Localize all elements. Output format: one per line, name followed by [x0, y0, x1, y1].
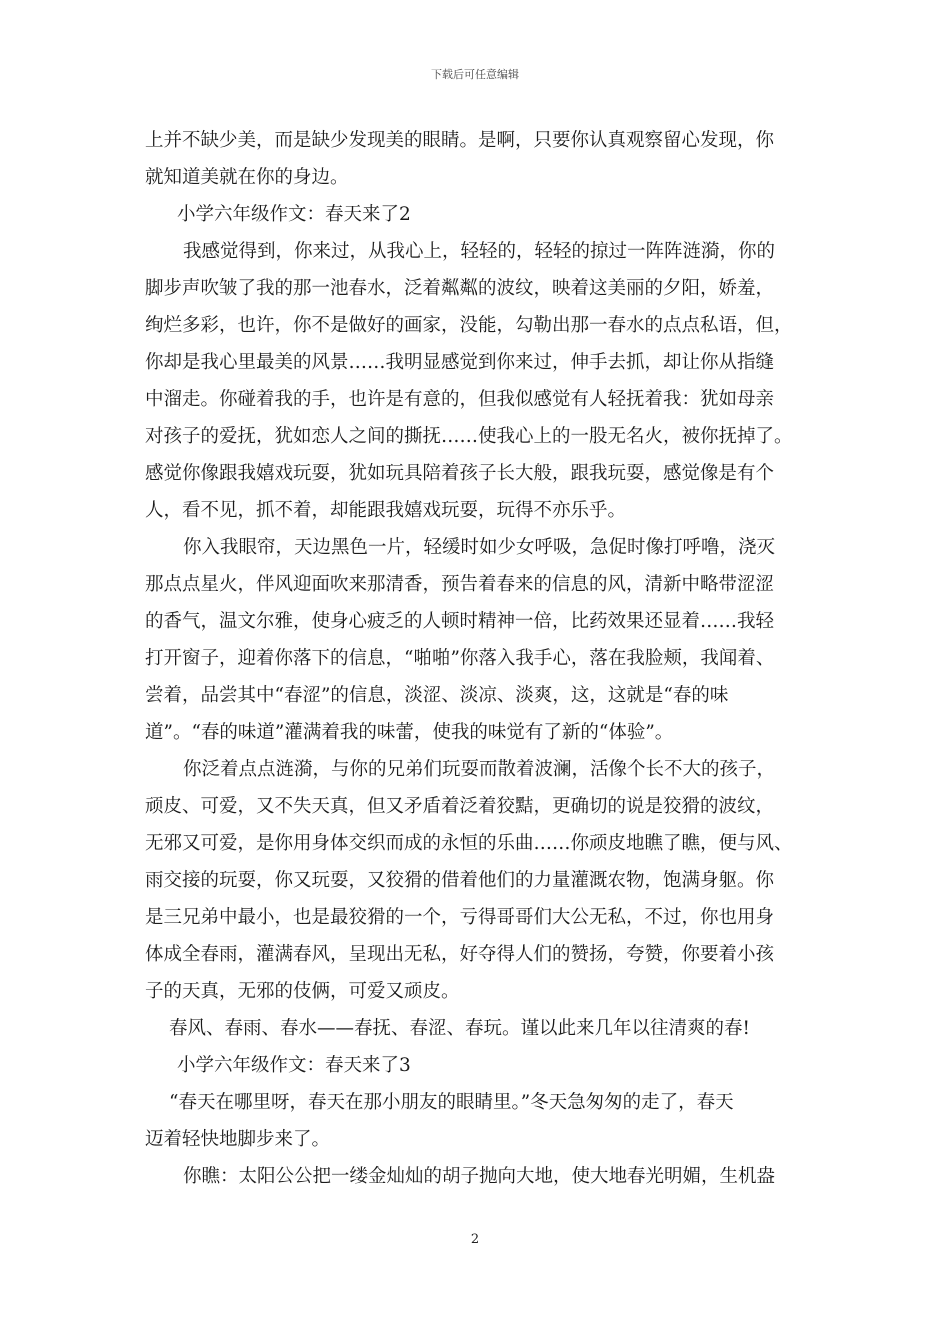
text-line: 人，看不见，抓不着，却能跟我嬉戏玩耍，玩得不亦乐乎。 [145, 500, 627, 521]
text-line: 脚步声吹皱了我的那一池春水，泛着粼粼的波纹，映着这美丽的夕阳，娇羞， [145, 278, 775, 299]
text-line: 顽皮、可爱，又不失天真，但又矛盾着泛着狡黠，更确切的说是狡猾的波纹， [145, 796, 775, 817]
text-line: 你却是我心里最美的风景……我明显感觉到你来过，伸手去抓，却让你从指缝 [145, 352, 775, 373]
text-line: 上并不缺少美，而是缺少发现美的眼睛。是啊，只要你认真观察留心发现，你 [145, 130, 775, 151]
text-line: 子的天真，无邪的伎俩，可爱又顽皮。 [145, 981, 460, 1002]
section-heading: 小学六年级作文：春天来了3 [177, 1055, 411, 1076]
text-line: 你入我眼帘，天边黑色一片，轻缓时如少女呼吸，急促时像打呼噜，浇灭 [183, 537, 776, 558]
text-line: 的香气，温文尔雅，使身心疲乏的人顿时精神一倍，比药效果还显着……我轻 [145, 611, 775, 632]
text-line: 迈着轻快地脚步来了。 [145, 1129, 331, 1150]
text-line: “春天在哪里呀，春天在那小朋友的眼睛里。”冬天急匆匆的走了，春天 [169, 1092, 734, 1113]
text-line: 体成全春雨，灌满春风，呈现出无私，好夺得人们的赞扬，夸赞，你要着小孩 [145, 944, 775, 965]
section-heading: 小学六年级作文：春天来了2 [177, 204, 411, 225]
text-line: 雨交接的玩耍，你又玩耍，又狡猾的借着他们的力量灌溉农物，饱满身躯。你 [145, 870, 775, 891]
text-line: 你瞧：太阳公公把一缕金灿灿的胡子抛向大地，使大地春光明媚，生机盎 [183, 1166, 776, 1187]
text-line: 是三兄弟中最小，也是最狡猾的一个，亏得哥哥们大公无私，不过，你也用身 [145, 907, 775, 928]
text-line: 打开窗子，迎着你落下的信息，“啪啪”你落入我手心，落在我脸颊，我闻着、 [145, 648, 775, 669]
text-line: 感觉你像跟我嬉戏玩耍，犹如玩具陪着孩子长大般，跟我玩耍，感觉像是有个 [145, 463, 775, 484]
text-line: 尝着，品尝其中“春涩”的信息，淡涩、淡凉、淡爽，这，这就是“春的味 [145, 685, 729, 706]
text-line: 中溜走。你碰着我的手，也许是有意的，但我似感觉有人轻抚着我：犹如母亲 [145, 389, 775, 410]
text-line: 无邪又可爱，是你用身体交织而成的永恒的乐曲……你顽皮地瞧了瞧，便与风、 [145, 833, 793, 854]
text-line: 对孩子的爱抚，犹如恋人之间的撕抚……使我心上的一股无名火，被你抚掉了。 [145, 426, 793, 447]
text-line: 就知道美就在你的身边。 [145, 167, 349, 188]
text-line: 你泛着点点涟漪，与你的兄弟们玩耍而散着波澜，活像个长不大的孩子， [183, 759, 776, 780]
text-line: 那点点星火，伴风迎面吹来那清香，预告着春来的信息的风，清新中略带涩涩 [145, 574, 775, 595]
page-header: 下载后可任意编辑 [431, 68, 519, 81]
document-body [145, 122, 807, 1195]
text-line: 道”。“春的味道”灌满着我的味蕾，使我的味觉有了新的“体验”。 [145, 722, 674, 743]
page-number: 2 [470, 1232, 480, 1247]
text-line: 春风、春雨、春水——春抚、春涩、春玩。谨以此来几年以往清爽的春! [169, 1018, 750, 1039]
text-line: 我感觉得到，你来过，从我心上，轻轻的，轻轻的掠过一阵阵涟漪，你的 [183, 241, 776, 262]
text-line: 绚烂多彩，也许，你不是做好的画家，没能，勾勒出那一春水的点点私语，但， [145, 315, 793, 336]
